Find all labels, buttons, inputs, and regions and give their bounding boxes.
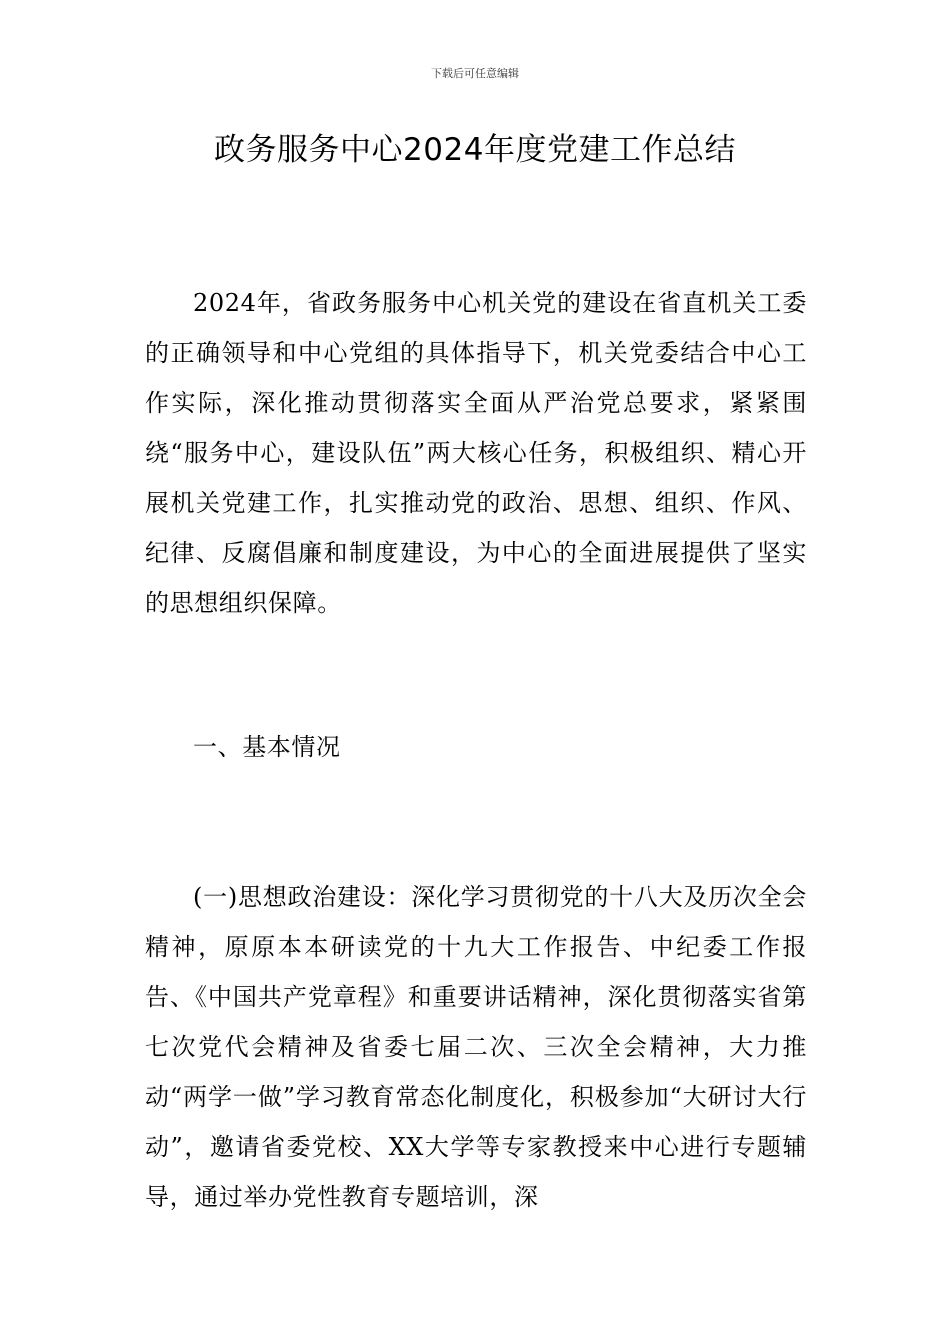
paragraph-ideological-political: (一)思想政治建设：深化学习贯彻党的十八大及历次全会精神，原原本本研读党的十九大工作报告、中纪委工作报告、《中国共产党章程》和重要讲话精神，深化贯彻落实省第七次党代会精神及省委七届二次、三次全会精神，大力推动“两学一做”学习教育常态化制度化，积极参加“大研讨大行动”，邀请省委党校、XX大学等专家教授来中心进行专题辅导，通过举办党性教育专题培训，深 xyxy=(145,883,807,1211)
header-note: 下载后可任意编辑 xyxy=(431,67,519,80)
section-heading-basic-situation: 一、基本情况 xyxy=(193,733,341,761)
page-title: 政务服务中心2024年度党建工作总结 xyxy=(214,132,736,168)
paragraph-intro: 2024年，省政务服务中心机关党的建设在省直机关工委的正确领导和中心党组的具体指导下，机关党委结合中心工作实际，深化推动贯彻落实全面从严治党总要求，紧紧围绕“服务中心，建设队伍”两大核心任务，积极组织、精心开展机关党建工作，扎实推动党的政治、思想、组织、作风、纪律、反腐倡廉和制度建设，为中心的全面进展提供了坚实的思想组织保障。 xyxy=(145,289,807,617)
